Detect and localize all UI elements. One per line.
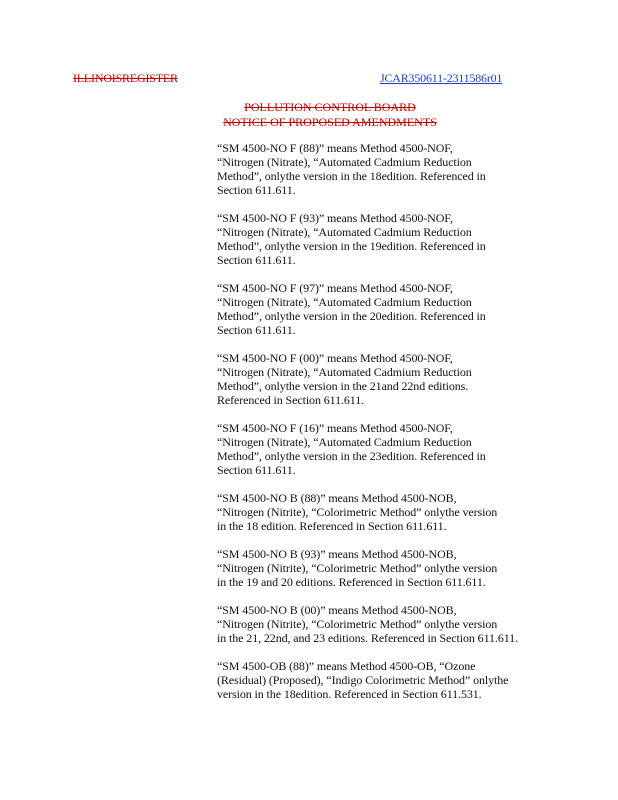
register-title: ILLINOISREGISTER: [73, 71, 178, 85]
definition-item: “SM 4500-NO F (00)” means Method 4500-NOF, “Nitrogen (Nitrate), “Automated Cadmium Reduction Method”, onlythe version in the 21and 22nd editions. Referenced in Section 611.611.: [217, 351, 472, 407]
notice-heading: NOTICE OF PROPOSED AMENDMENTS: [223, 115, 437, 129]
definition-item: “SM 4500-NO F (16)” means Method 4500-NOF, “Nitrogen (Nitrate), “Automated Cadmium Reduction Method”, onlythe version in the 23edition. Referenced in Section 611.611.: [217, 421, 486, 477]
agency-heading: POLLUTION CONTROL BOARD: [244, 100, 416, 114]
definition-item: “SM 4500-NO B (00)” means Method 4500-NOB, “Nitrogen (Nitrite), “Colorimetric Method” onlythe version in the 21, 22nd, and 23 editions. Referenced in Section 611.611.: [217, 603, 518, 645]
definition-item: “SM 4500-NO F (97)” means Method 4500-NOF, “Nitrogen (Nitrate), “Automated Cadmium Reduction Method”, onlythe version in the 20edition. Referenced in Section 611.611.: [217, 281, 486, 337]
jcar-reference: JCAR350611-2311586r01: [380, 71, 503, 85]
definition-item: “SM 4500-NO F (93)” means Method 4500-NOF, “Nitrogen (Nitrate), “Automated Cadmium Reduction Method”, onlythe version in the 19edition. Referenced in Section 611.611.: [217, 211, 486, 267]
definition-item: “SM 4500-OB (88)” means Method 4500-OB, “Ozone (Residual) (Proposed), “Indigo Colorimetric Method” onlythe version in the 18edition. Referenced in Section 611.531.: [217, 659, 509, 701]
definition-item: “SM 4500-NO B (88)” means Method 4500-NOB, “Nitrogen (Nitrite), “Colorimetric Method” onlythe version in the 18 edition. Referenced in Section 611.611.: [217, 491, 498, 533]
definition-item: “SM 4500-NO F (88)” means Method 4500-NOF, “Nitrogen (Nitrate), “Automated Cadmium Reduction Method”, onlythe version in the 18edition. Referenced in Section 611.611.: [217, 141, 486, 197]
definition-item: “SM 4500-NO B (93)” means Method 4500-NOB, “Nitrogen (Nitrite), “Colorimetric Method” onlythe version in the 19 and 20 editions. Referenced in Section 611.611.: [217, 547, 498, 589]
definitions-list: [217, 141, 587, 715]
